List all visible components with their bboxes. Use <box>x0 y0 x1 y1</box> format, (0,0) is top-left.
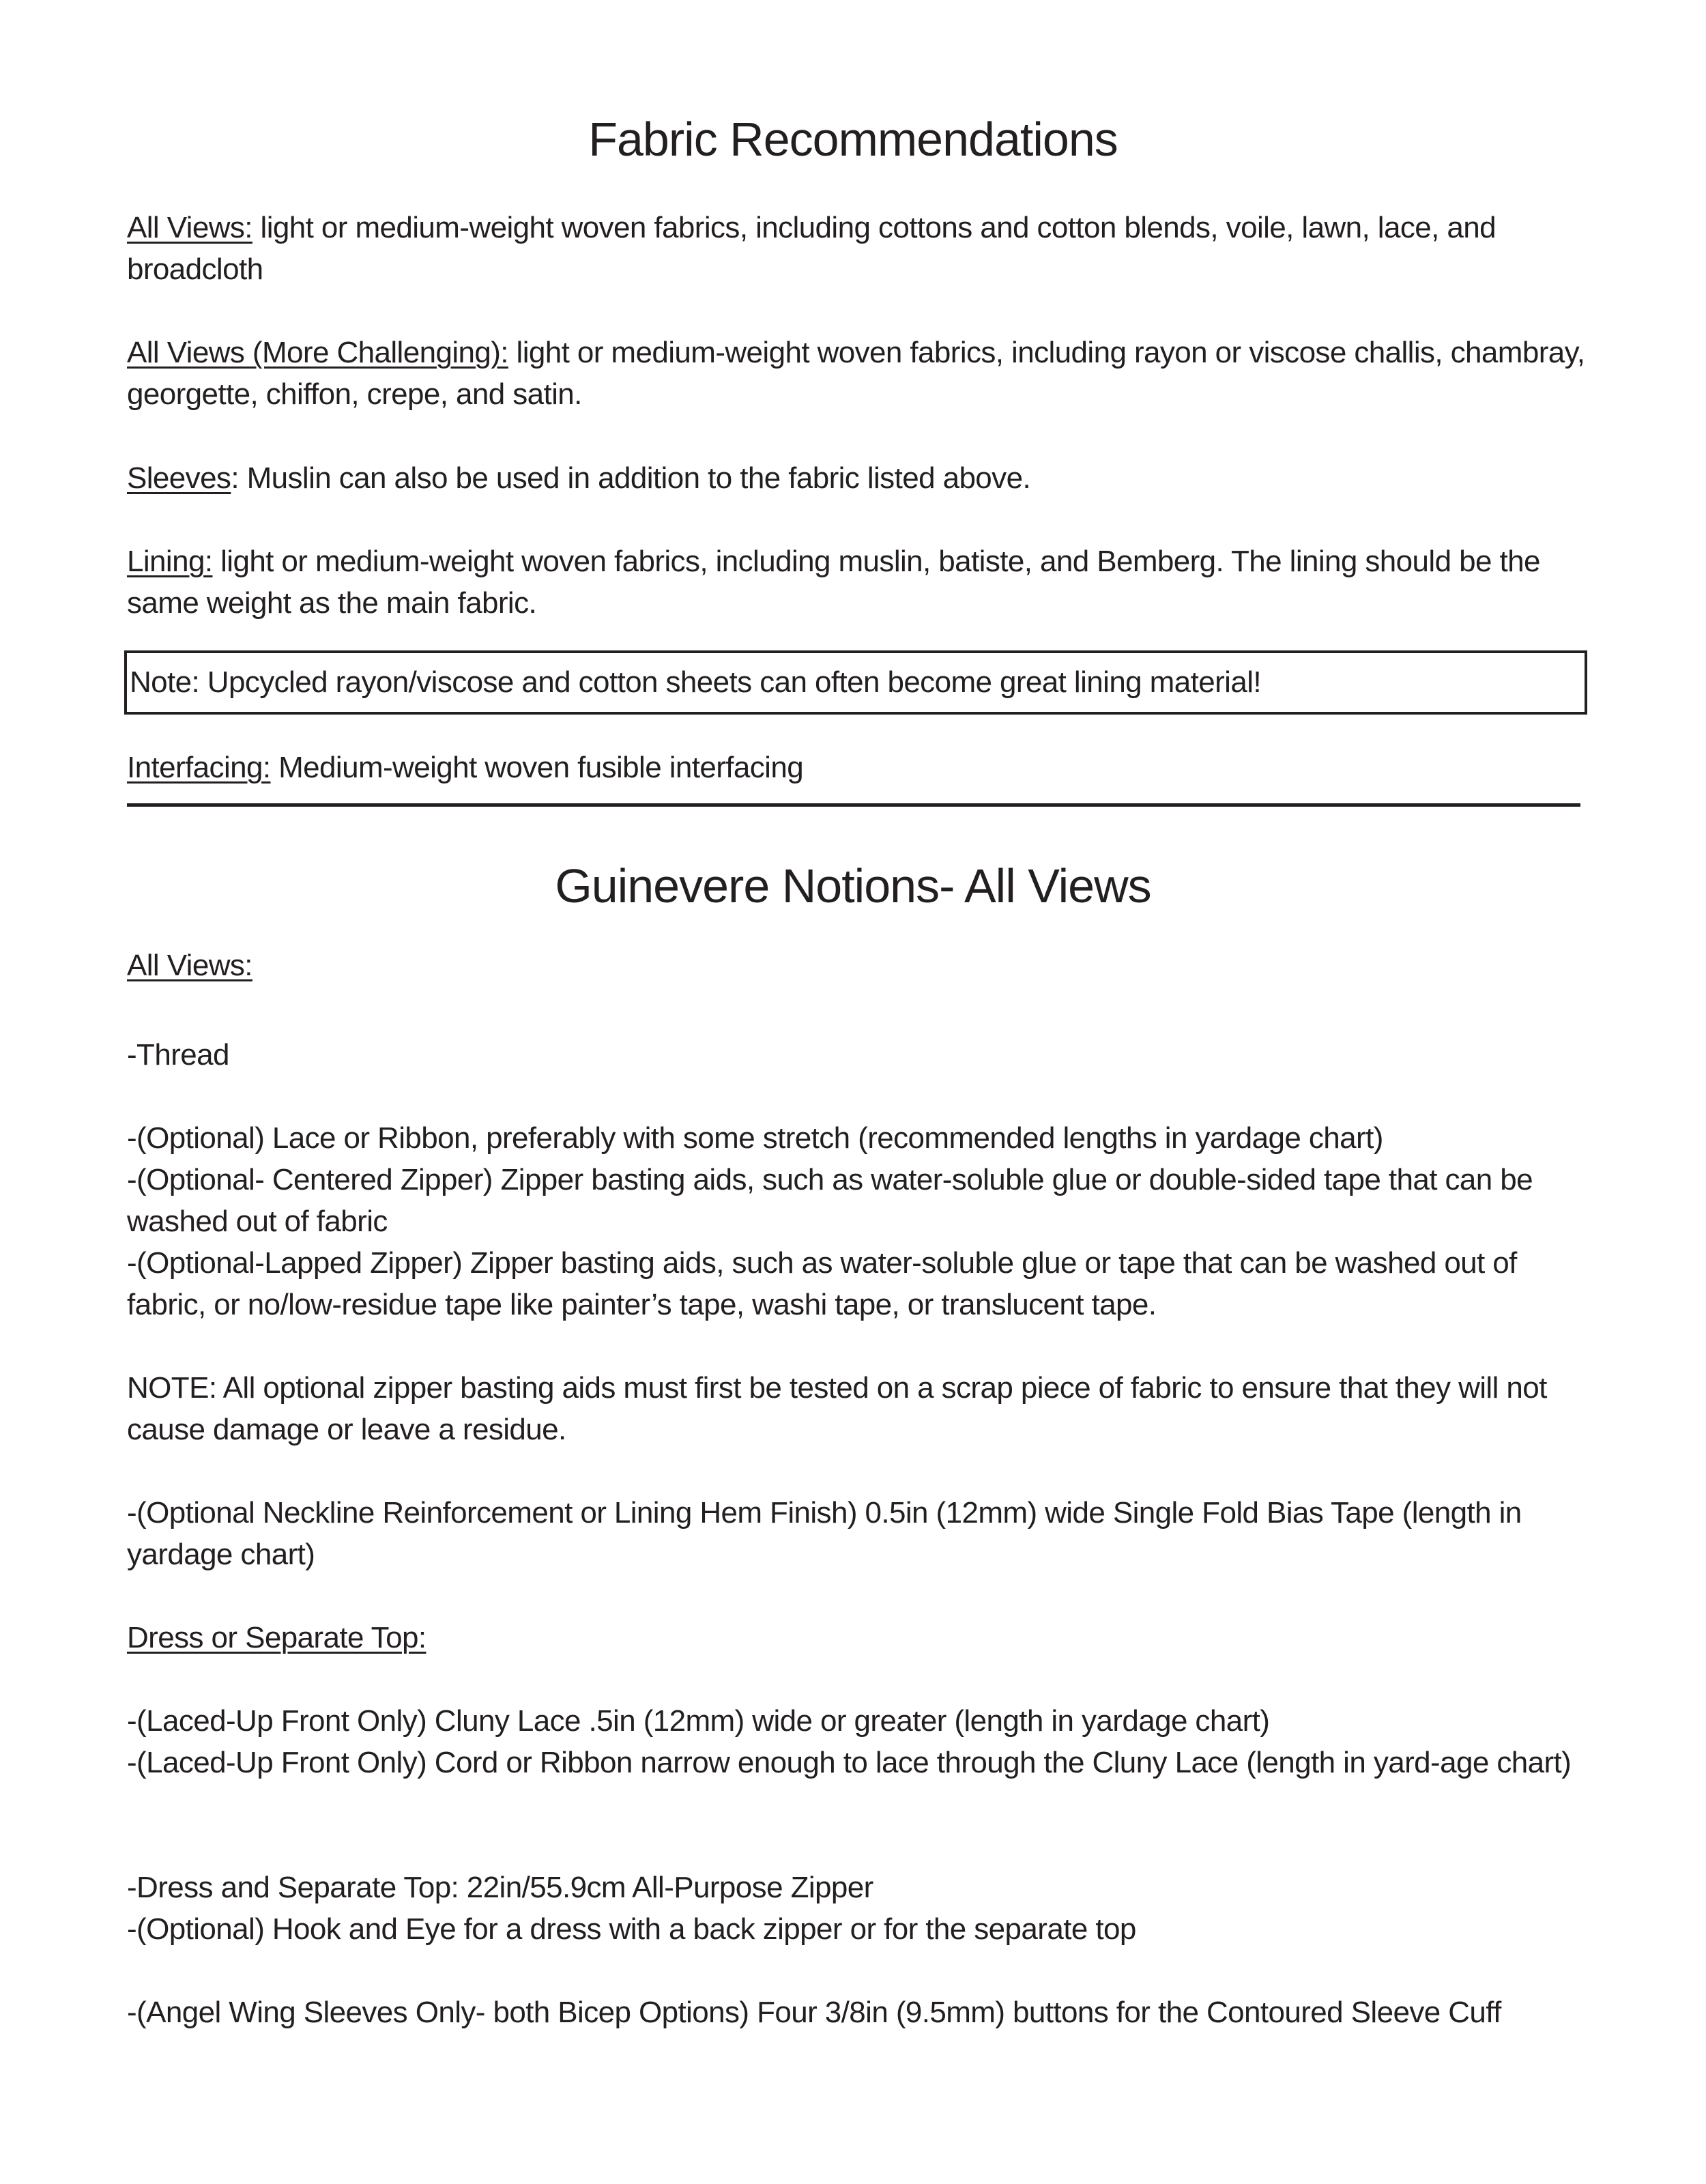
notion-hook-eye: -(Optional) Hook and Eye for a dress with a back zipper or for the separate top <box>127 1912 1136 1946</box>
notion-note: NOTE: All optional zipper basting aids must first be tested on a scrap piece of fabric to ensure that they will not cause damage or leave a residue. <box>127 1371 1547 1446</box>
lining-label: Lining: <box>127 545 213 578</box>
challenging-label: All Views (More Challenging): <box>127 336 508 369</box>
sleeves-paragraph <box>127 457 1587 499</box>
notion-cord: -(Laced-Up Front Only) Cord or Ribbon narrow enough to lace through the Cluny Lace (length in yard-age chart) <box>127 1746 1572 1779</box>
dress-label: Dress or Separate Top: <box>127 1621 426 1654</box>
notion-centered-zipper: -(Optional- Centered Zipper) Zipper basting aids, such as water-soluble glue or double-sided tape that can be washed out of fabric <box>127 1163 1533 1238</box>
interfacing-paragraph <box>127 747 1587 788</box>
notions-all-views-label: All Views: <box>127 949 252 982</box>
all-views-label: All Views: <box>127 211 252 244</box>
sleeves-text: : Muslin can also be used in addition to the fabric listed above. <box>231 461 1031 495</box>
notion-lace: -(Optional) Lace or Ribbon, preferably with some stretch (recommended lengths in yardage chart) <box>127 1121 1383 1155</box>
note-text: Note: Upcycled rayon/viscose and cotton sheets can often become great lining material! <box>130 665 1261 699</box>
challenging-paragraph <box>127 332 1587 415</box>
sleeves-label: Sleeves <box>127 461 231 495</box>
notion-thread: -Thread <box>127 1038 229 1072</box>
notions-title: Guinevere Notions- All Views <box>555 859 1151 913</box>
notion-bias-tape: -(Optional Neckline Reinforcement or Lining Hem Finish) 0.5in (12mm) wide Single Fold Bias Tape (length in yardage chart) <box>127 1496 1522 1571</box>
interfacing-text: Medium-weight woven fusible interfacing <box>270 751 804 784</box>
all-views-paragraph <box>127 207 1587 290</box>
lining-paragraph <box>127 541 1587 624</box>
fabric-title: Fabric Recommendations <box>588 113 1118 166</box>
lining-text: light or medium-weight woven fabrics, including muslin, batiste, and Bemberg. The lining should be the same weight as the main fabric. <box>127 545 1540 620</box>
notion-lapped-zipper: -(Optional-Lapped Zipper) Zipper basting aids, such as water-soluble glue or tape that can be washed out of fabric, or no/low-residue tape like painter’s tape, washi tape, or translucent tape. <box>127 1246 1517 1321</box>
challenging-text: light or medium-weight woven fabrics, including rayon or viscose challis, chambray, georgette, chiffon, crepe, and satin. <box>127 336 1585 411</box>
interfacing-label: Interfacing: <box>127 751 271 784</box>
note-box <box>124 650 1587 715</box>
notion-zipper: -Dress and Separate Top: 22in/55.9cm All-Purpose Zipper <box>127 1871 873 1904</box>
notion-buttons: -(Angel Wing Sleeves Only- both Bicep Options) Four 3/8in (9.5mm) buttons for the Contoured Sleeve Cuff <box>127 1996 1501 2029</box>
all-views-text: light or medium-weight woven fabrics, including cottons and cotton blends, voile, lawn, lace, and broadcloth <box>127 211 1496 286</box>
section-divider <box>127 803 1580 807</box>
notion-cluny: -(Laced-Up Front Only) Cluny Lace .5in (12mm) wide or greater (length in yardage chart) <box>127 1704 1270 1738</box>
